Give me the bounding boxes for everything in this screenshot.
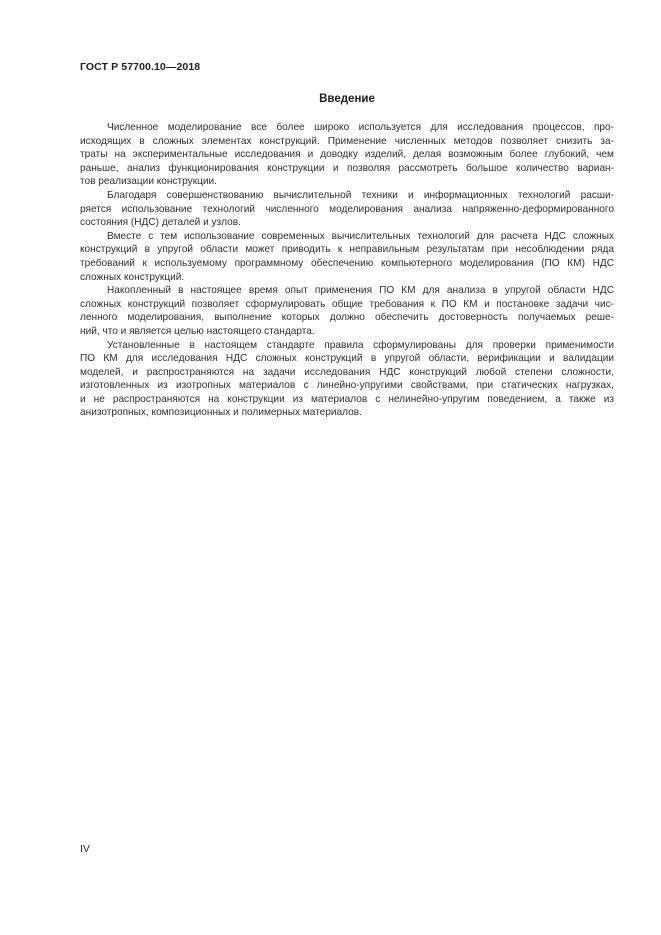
paragraph-3 xyxy=(80,230,614,284)
text-line: ленного моделирования, выполнение которых должно обеспечить достоверность получаемых реше- xyxy=(80,312,614,324)
paragraph-1 xyxy=(80,121,614,189)
text-line: Вместе с тем использование современных вычислительных технологий для расчета НДС сложных xyxy=(107,230,614,242)
page-number: IV xyxy=(80,843,90,855)
text-line: Накопленный в настоящее время опыт применения ПО КМ для анализа в упругой области НДС xyxy=(107,285,614,297)
section-title: Введение xyxy=(319,93,375,105)
text-line: требований к используемому программному обеспечению компьютерного моделирования (ПО КМ) НДС xyxy=(80,257,614,269)
introduction-body xyxy=(80,121,614,420)
text-line: состояния (НДС) деталей и узлов. xyxy=(80,217,241,229)
text-line: ний, что и является целью настоящего стандарта. xyxy=(80,325,315,337)
text-line: Численное моделирование все более широко используется для исследования процессов, про- xyxy=(107,122,614,133)
text-line: тов реализации конструкции. xyxy=(80,176,217,188)
text-line: сложных конструкций. xyxy=(80,271,185,283)
paragraph-2 xyxy=(80,189,614,230)
text-line: исходящих в сложных элементах конструкций. Применение численных методов позволяет снизить за- xyxy=(80,135,614,147)
text-line: моделей, и распространяются на задачи исследования НДС конструкций любой степени сложности, xyxy=(80,366,614,378)
paragraph-5 xyxy=(80,339,614,421)
text-line: анизотропных, композиционных и полимерных материалов. xyxy=(80,407,362,419)
text-line: и не распространяются на конструкции из материалов с нелинейно-упругим поведением, а также из xyxy=(80,393,614,405)
text-line: Благодаря совершенствованию вычислительной техники и информационных технологий расши- xyxy=(107,189,614,201)
text-line: ряется использование технологий численного моделирования анализа напряженно-деформированного xyxy=(80,203,614,215)
text-line: ПО КМ для исследования НДС сложных конструкций в упругой области, верификации и валидации xyxy=(80,353,614,365)
text-line: траты на экспериментальные исследования и доводку изделий, делая возможным более глубокий, чем xyxy=(80,149,614,161)
text-line: конструкций в упругой области может приводить к неправильным результатам при несоблюдении ряда xyxy=(80,244,614,256)
standard-code-header: ГОСТ Р 57700.10—2018 xyxy=(80,61,201,73)
text-line: изготовленных из изотропных материалов с линейно-упругими свойствами, при статических нагрузках, xyxy=(80,380,614,392)
paragraph-4 xyxy=(80,284,614,338)
text-line: сложных конструкций позволяет сформулировать общие требования к ПО КМ и постановке задачи чис- xyxy=(80,298,614,310)
text-line: раньше, анализ функционирования конструкции и позволяя рассмотреть большое количество вариан- xyxy=(80,162,614,174)
text-line: Установленные в настоящем стандарте правила сформулированы для проверки применимости xyxy=(107,339,614,351)
